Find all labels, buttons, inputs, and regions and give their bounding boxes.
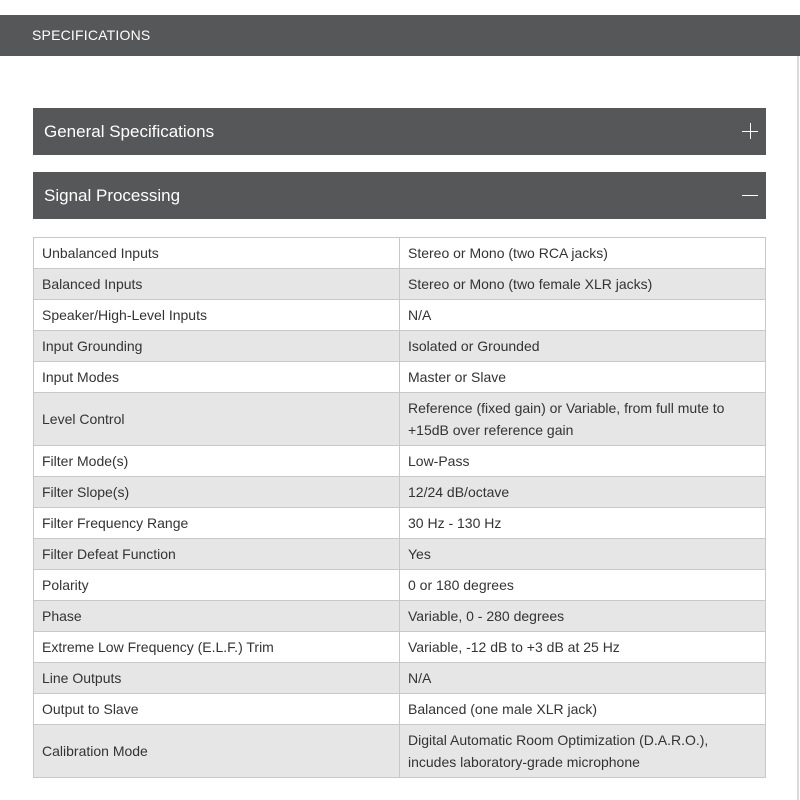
scroll-edge	[797, 56, 799, 800]
table-row	[34, 477, 766, 508]
spec-label: Speaker/High-Level Inputs	[34, 300, 400, 331]
table-row	[34, 539, 766, 570]
table-row	[34, 570, 766, 601]
spec-value: N/A	[400, 663, 766, 694]
spec-label: Filter Slope(s)	[34, 477, 400, 508]
spec-label: Output to Slave	[34, 694, 400, 725]
accordion-signal-processing[interactable]	[33, 172, 766, 219]
accordion-label: Signal Processing	[44, 186, 181, 205]
spec-label: Level Control	[34, 393, 400, 446]
table-row	[34, 446, 766, 477]
page-title: SPECIFICATIONS	[32, 27, 151, 43]
spec-value: Stereo or Mono (two RCA jacks)	[400, 238, 766, 269]
spec-label: Extreme Low Frequency (E.L.F.) Trim	[34, 632, 400, 663]
table-row	[34, 393, 766, 446]
spec-label: Balanced Inputs	[34, 269, 400, 300]
accordion-label: General Specifications	[44, 122, 215, 141]
spec-value: Balanced (one male XLR jack)	[400, 694, 766, 725]
spec-value: Variable, -12 dB to +3 dB at 25 Hz	[400, 632, 766, 663]
spec-value: Isolated or Grounded	[400, 331, 766, 362]
spec-label: Input Modes	[34, 362, 400, 393]
spec-label: Phase	[34, 601, 400, 632]
specifications-header	[0, 15, 800, 56]
table-row	[34, 508, 766, 539]
spec-label: Input Grounding	[34, 331, 400, 362]
minus-icon[interactable]	[742, 187, 758, 203]
table-row	[34, 725, 766, 778]
table-row	[34, 601, 766, 632]
spec-label: Polarity	[34, 570, 400, 601]
spec-label: Unbalanced Inputs	[34, 238, 400, 269]
spec-value: N/A	[400, 300, 766, 331]
spec-label: Filter Defeat Function	[34, 539, 400, 570]
spec-label: Calibration Mode	[34, 725, 400, 778]
spec-value: 30 Hz - 130 Hz	[400, 508, 766, 539]
spec-value: Stereo or Mono (two female XLR jacks)	[400, 269, 766, 300]
plus-icon[interactable]	[742, 123, 758, 139]
spec-value: Yes	[400, 539, 766, 570]
table-row	[34, 269, 766, 300]
table-row	[34, 694, 766, 725]
signal-processing-table	[33, 237, 766, 778]
spec-label: Filter Frequency Range	[34, 508, 400, 539]
spec-value: Low-Pass	[400, 446, 766, 477]
spec-value: Reference (fixed gain) or Variable, from full mute to +15dB over reference gain	[400, 393, 766, 446]
table-row	[34, 632, 766, 663]
table-row	[34, 238, 766, 269]
spec-label: Filter Mode(s)	[34, 446, 400, 477]
spec-label: Line Outputs	[34, 663, 400, 694]
table-row	[34, 300, 766, 331]
spec-value: 12/24 dB/octave	[400, 477, 766, 508]
accordion-general-specifications[interactable]	[33, 108, 766, 155]
spec-value: Digital Automatic Room Optimization (D.A.R.O.), incudes laboratory-grade microphone	[400, 725, 766, 778]
table-row	[34, 663, 766, 694]
spec-value: Variable, 0 - 280 degrees	[400, 601, 766, 632]
table-row	[34, 362, 766, 393]
spec-value: 0 or 180 degrees	[400, 570, 766, 601]
table-row	[34, 331, 766, 362]
spec-value: Master or Slave	[400, 362, 766, 393]
